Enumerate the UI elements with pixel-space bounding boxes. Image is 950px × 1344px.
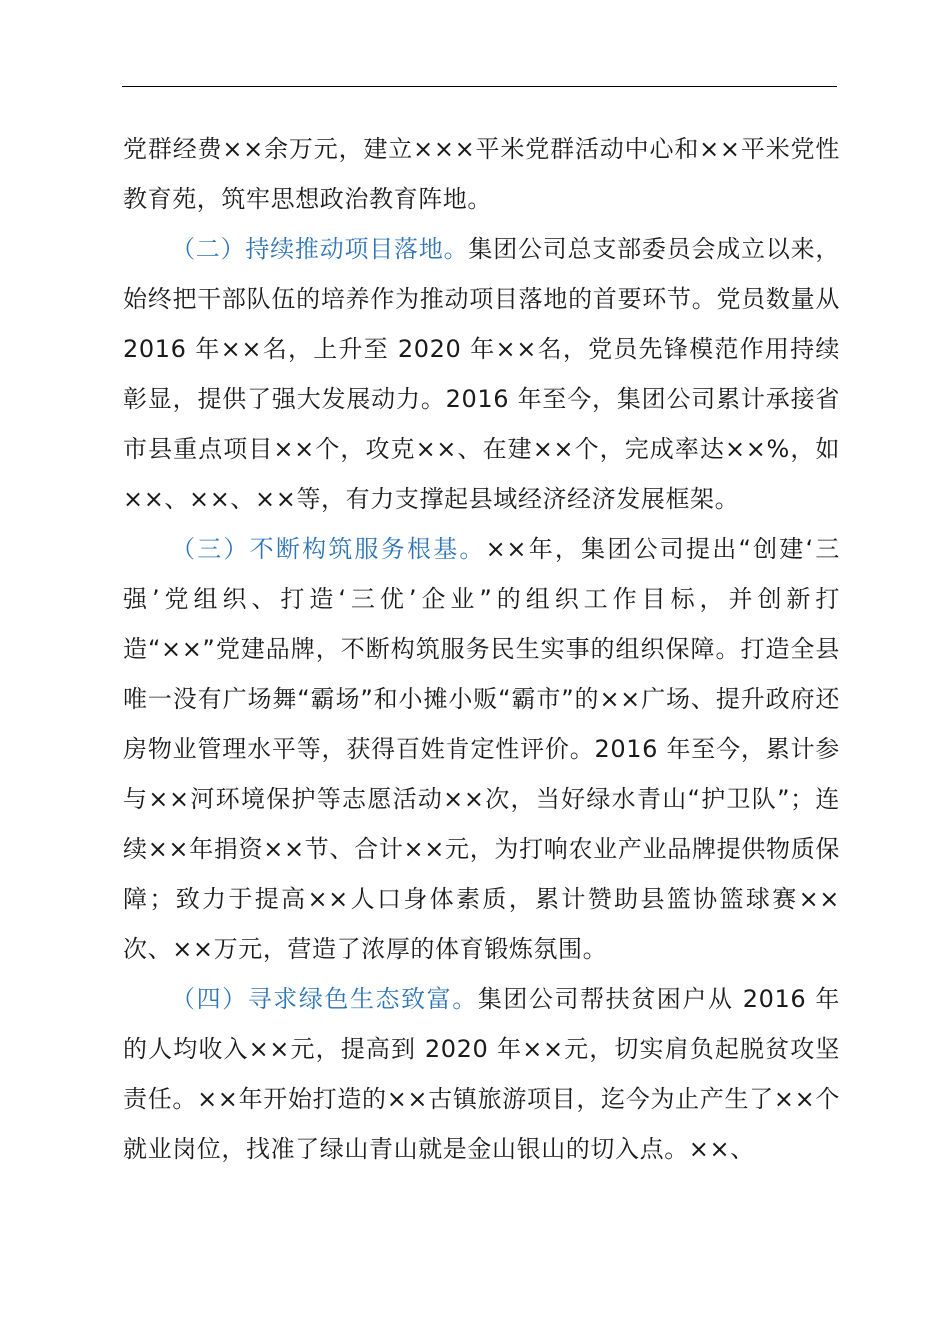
header-rule <box>122 86 837 87</box>
section-3-heading: （三）不断构筑服务根基。 <box>171 535 486 563</box>
section-4-heading: （四）寻求绿色生态致富。 <box>171 985 478 1013</box>
section-2-heading: （二）持续推动项目落地。 <box>171 235 469 263</box>
section-2-paragraph <box>123 224 840 524</box>
section-2-text: 集团公司总支部委员会成立以来，始终把干部队伍的培养作为推动项目落地的首要环节。党员数量从 2016 年××名，上升至 2020 年××名，党员先锋模范作用持续彰显，提供了强大发展动力。2016 年至今，集团公司累计承接省市县重点项目××个，攻克××、在建××个，完成率达××%，如××、××、××等，有力支撑起县域经济经济发展框架。 <box>123 235 841 513</box>
paragraph-text: 党群经费××余万元，建立×××平米党群活动中心和××平米党性教育苑，筑牢思想政治教育阵地。 <box>123 135 840 213</box>
section-3-text: ××年，集团公司提出“创建‘三强’党组织、打造‘三优’企业”的组织工作目标，并创新打造“××”党建品牌，不断构筑服务民生实事的组织保障。打造全县唯一没有广场舞“霸场”和小摊小贩“霸市”的××广场、提升政府还房物业管理水平等，获得百姓肯定性评价。2016 年至今，累计参与××河环境保护等志愿活动××次，当好绿水青山“护卫队”；连续××年捐资××节、合计××元，为打响农业产业品牌提供物质保障；致力于提高××人口身体素质，累计赞助县篮协篮球赛××次、××万元，营造了浓厚的体育锻炼氛围。 <box>123 535 841 963</box>
section-4-text: 集团公司帮扶贫困户从 2016 年的人均收入××元，提高到 2020 年××元，切实肩负起脱贫攻坚责任。××年开始打造的××古镇旅游项目，迄今为止产生了××个就业岗位，找准了绿山青山就是金山银山的切入点。××、 <box>123 985 840 1163</box>
paragraph-continuation <box>123 124 840 224</box>
section-3-paragraph <box>123 524 840 974</box>
section-4-paragraph <box>123 974 840 1174</box>
document-body <box>123 124 840 1174</box>
